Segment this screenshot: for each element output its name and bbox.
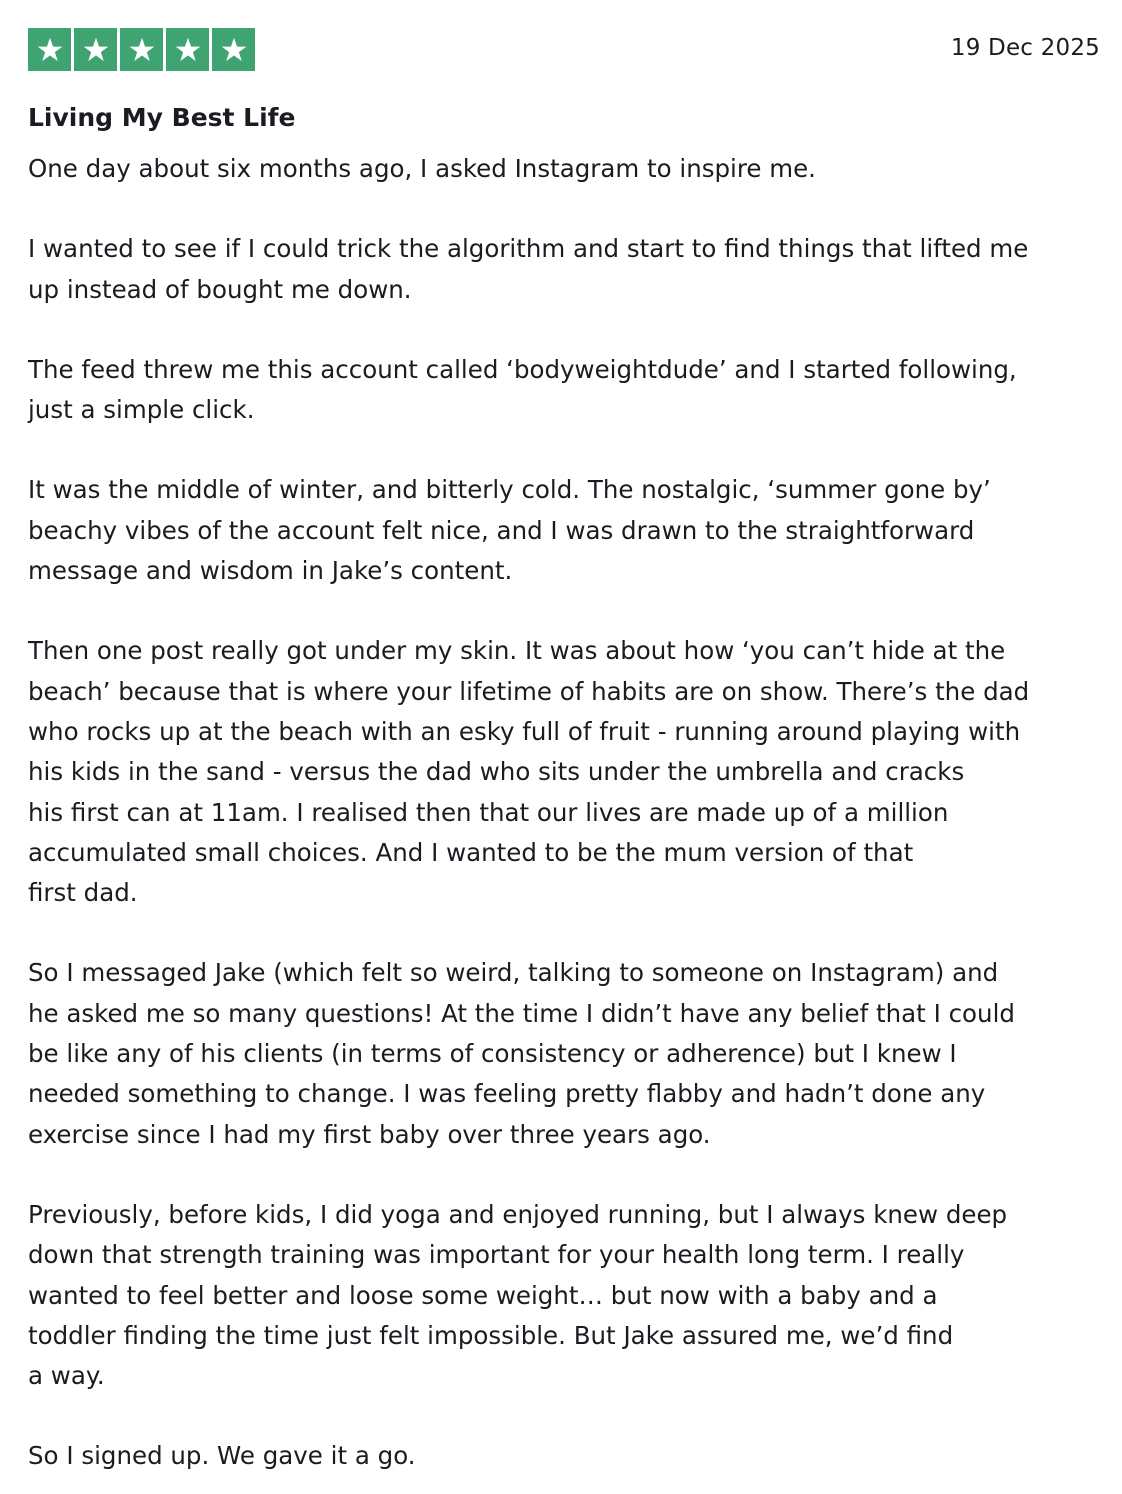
- star-3: [120, 28, 163, 71]
- star-icon: [35, 35, 65, 65]
- review-paragraph: The feed threw me this account called ‘bodyweightdude’ and I started following, just a simple click.: [28, 354, 1017, 425]
- review-paragraph: One day about six months ago, I asked Instagram to inspire me.: [28, 154, 816, 183]
- review-paragraph: Then one post really got under my skin. It was about how ‘you can’t hide at the beach’ because that is where your lifetime of habits are on show. There’s the dad who rocks up at the beach with an esky full of fruit - running around playing with his kids in the sand - versus the dad who sits under the umbrella and cracks his first can at 11am. I realised then that our lives are made up of a million accumulated small choices. And I wanted to be the mum version of that first dad.: [28, 636, 1030, 908]
- review-header: [28, 28, 1100, 72]
- star-1: [28, 28, 71, 71]
- star-4: [166, 28, 209, 71]
- review-paragraph: Previously, before kids, I did yoga and enjoyed running, but I always knew deep down that strength training was important for your health long term. I really wanted to feel better and loose some weight… but now with a baby and a toddler finding the time just felt impossible. But Jake assured me, we’d find a way.: [28, 1199, 1008, 1391]
- review-paragraph: So I signed up. We gave it a go.: [28, 1441, 416, 1471]
- review-title: Living My Best Life: [28, 103, 296, 132]
- review-paragraph: So I messaged Jake (which felt so weird, talking to someone on Instagram) and he asked me so many questions! At the time I didn’t have any belief that I could be like any of his clients (in terms of consistency or adherence) but I knew I needed something to change. I was feeling pretty flabby and hadn’t done any exercise since I had my first baby over three years ago.: [28, 958, 1015, 1149]
- star-icon: [219, 35, 249, 65]
- review-paragraph: It was the middle of winter, and bitterly cold. The nostalgic, ‘summer gone by’ beachy vibes of the account felt nice, and I was drawn to the straightforward message and wisdom in Jake’s content.: [28, 475, 991, 586]
- star-5: [212, 28, 255, 71]
- star-rating: [28, 28, 255, 71]
- review-paragraph: I wanted to see if I could trick the algorithm and start to find things that lifted me up instead of bought me down.: [28, 234, 1029, 304]
- star-icon: [173, 35, 203, 65]
- star-icon: [81, 35, 111, 65]
- star-2: [74, 28, 117, 71]
- review-body: [28, 149, 1100, 1477]
- review-date: 19 Dec 2025: [950, 35, 1100, 61]
- star-icon: [127, 35, 157, 65]
